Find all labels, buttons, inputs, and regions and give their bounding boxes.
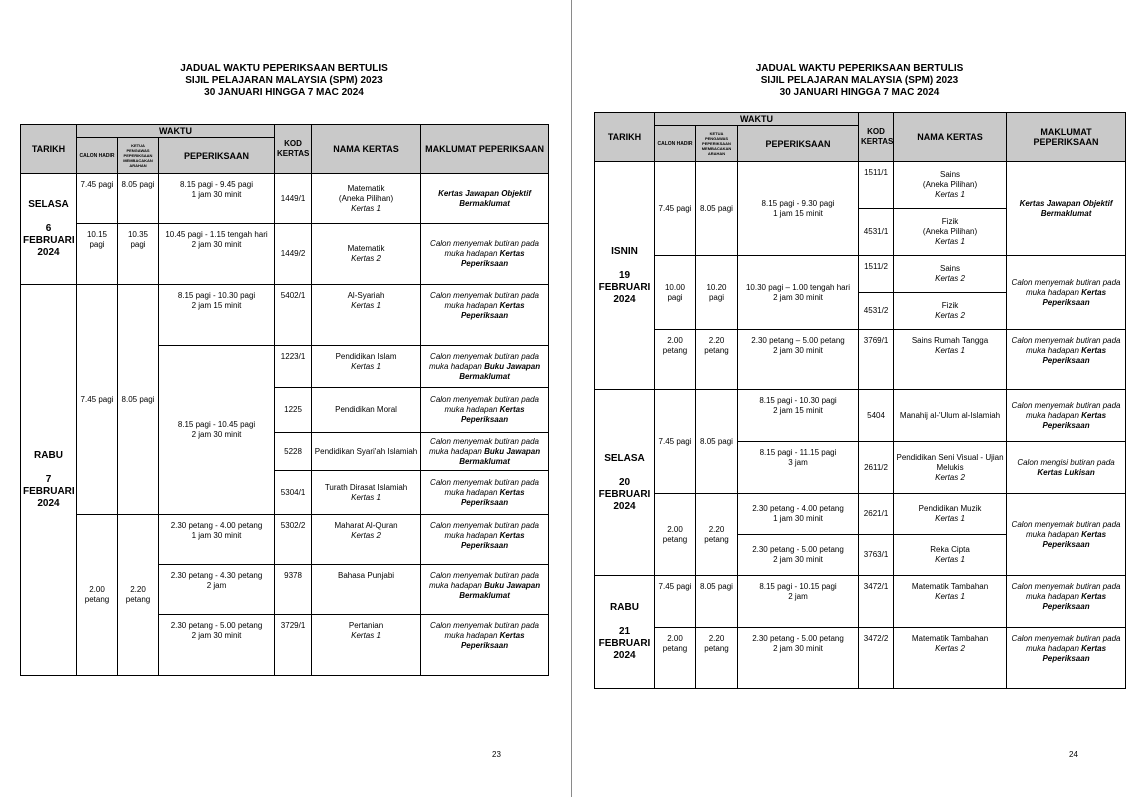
- kod-kertas: 9378: [275, 565, 312, 615]
- note-prefix: Calon menyemak butiran pada muka hadapan: [1011, 336, 1121, 355]
- date-cell: [595, 390, 655, 576]
- date-date: 7 FEBRUARI 2024: [23, 474, 75, 509]
- maklumat: [421, 346, 549, 388]
- title-line: 30 JANUARI HINGGA 7 MAC 2024: [779, 87, 940, 98]
- nama-kertas: [894, 442, 1007, 494]
- page-24: [572, 0, 1139, 797]
- paper-kertas: Kertas 2: [351, 254, 381, 263]
- note-bold: Kertas Peperiksaan: [1042, 592, 1107, 611]
- duration: 2 jam 30 minit: [191, 631, 242, 640]
- date-cell: [595, 576, 655, 689]
- maklumat: [421, 174, 549, 224]
- ketua-pengawas: 2.20 petang: [696, 628, 738, 689]
- title-line: SIJIL PELAJARAN MALAYSIA (SPM) 2023: [185, 75, 383, 86]
- maklumat: [1007, 330, 1126, 390]
- calon-hadir: 10.00 pagi: [655, 256, 696, 330]
- date-date: 21 FEBRUARI 2024: [598, 626, 651, 661]
- maklumat: [1007, 576, 1126, 628]
- duration: 2 jam 30 minit: [773, 292, 823, 302]
- exam-time: [738, 535, 859, 576]
- date-day: RABU: [610, 602, 639, 613]
- nama-kertas: [894, 162, 1007, 209]
- kod-kertas: 1225: [275, 388, 312, 433]
- note-line: Kertas Jawapan Objektif: [438, 188, 531, 198]
- maklumat: [421, 433, 549, 471]
- nama-kertas: [312, 346, 421, 388]
- ketua-pengawas: 8.05 pagi: [696, 390, 738, 494]
- nama-kertas: [894, 494, 1007, 535]
- ketua-pengawas: 8.05 pagi: [696, 162, 738, 256]
- duration: 2 jam 30 minit: [773, 555, 823, 564]
- note-bold: Kertas Peperiksaan: [1042, 644, 1107, 663]
- exam-time: [738, 162, 859, 256]
- paper-kertas: Kertas 1: [935, 237, 965, 246]
- note-prefix: Calon menyemak butiran pada muka hadapan: [430, 521, 539, 540]
- calon-hadir: 10.15 pagi: [77, 224, 118, 285]
- header-calon-hadir: CALON HADIR: [77, 138, 118, 174]
- note-prefix: Calon menyemak butiran pada muka hadapan: [428, 571, 539, 590]
- time-range: 8.15 pagi - 9.30 pagi: [761, 198, 835, 208]
- nama-kertas: [312, 285, 421, 346]
- header-maklumat: MAKLUMAT PEPERIKSAAN: [421, 125, 549, 174]
- maklumat: [421, 471, 549, 515]
- note-prefix: Calon menyemak butiran pada muka hadapan: [1011, 519, 1121, 539]
- note-bold: Kertas Peperiksaan: [460, 301, 525, 320]
- paper-sub: (Aneka Pilihan): [338, 193, 394, 203]
- title-line: JADUAL WAKTU PEPERIKSAAN BERTULIS: [180, 63, 388, 74]
- nama-kertas: [894, 293, 1007, 330]
- maklumat: [421, 565, 549, 615]
- paper-kertas: Kertas 2: [351, 531, 381, 540]
- note-bold: Kertas Peperiksaan: [1042, 410, 1107, 430]
- duration: 2 jam 30 minit: [773, 644, 823, 653]
- paper-sub: (Aneka Pilihan): [922, 180, 978, 189]
- kod-kertas: 1449/1: [275, 174, 312, 224]
- paper-kertas: Kertas 2: [935, 274, 965, 283]
- paper-name: Sains: [940, 170, 961, 179]
- date-day: SELASA: [28, 199, 69, 210]
- header-waktu: WAKTU: [77, 125, 275, 138]
- note-prefix: Calon menyemak butiran pada muka hadapan: [430, 621, 539, 640]
- maklumat: [421, 615, 549, 676]
- calon-hadir: 7.45 pagi: [77, 174, 118, 224]
- note-prefix: Calon menyemak butiran pada muka hadapan: [430, 395, 539, 414]
- note-bold: Buku Jawapan Bermaklumat: [459, 581, 541, 600]
- paper-kertas: Kertas 1: [351, 301, 381, 310]
- exam-time: [159, 224, 275, 285]
- time-range: 8.15 pagi - 10.30 pagi: [759, 396, 837, 405]
- exam-timetable: [20, 124, 549, 676]
- note-prefix: Calon menyemak butiran pada muka hadapan: [428, 351, 539, 371]
- nama-kertas: [312, 471, 421, 515]
- time-range: 2.30 petang - 4.30 petang: [170, 571, 263, 580]
- paper-kertas: Kertas 1: [351, 203, 381, 213]
- header-kod-kertas: KOD KERTAS: [275, 125, 312, 174]
- paper-name: Matematik Tambahan: [911, 582, 989, 591]
- calon-hadir: 2.00 petang: [655, 494, 696, 576]
- header-waktu: WAKTU: [655, 113, 859, 126]
- ketua-pengawas: 2.20 petang: [696, 494, 738, 576]
- title-line: JADUAL WAKTU PEPERIKSAAN BERTULIS: [755, 63, 964, 74]
- ketua-pengawas: 10.20 pagi: [696, 256, 738, 330]
- note-prefix: Calon menyemak butiran pada muka hadapan: [430, 477, 539, 497]
- paper-kertas: Kertas 2: [935, 472, 965, 482]
- header-nama-kertas: NAMA KERTAS: [312, 125, 421, 174]
- maklumat: [1007, 162, 1126, 256]
- maklumat: [1007, 494, 1126, 576]
- date-date: 20 FEBRUARI 2024: [598, 476, 651, 512]
- maklumat: [421, 515, 549, 565]
- header-peperiksaan: PEPERIKSAAN: [738, 126, 859, 162]
- ketua-pengawas: 8.05 pagi: [696, 576, 738, 628]
- nama-kertas: Pendidikan Syari'ah Islamiah: [312, 433, 421, 471]
- time-range: 8.15 pagi - 10.45 pagi: [177, 420, 256, 429]
- paper-name: Pendidikan Muzik: [918, 504, 982, 513]
- paper-kertas: Kertas 1: [351, 631, 381, 640]
- nama-kertas: [894, 209, 1007, 256]
- kod-kertas: 4531/1: [859, 209, 894, 256]
- duration: 2 jam 30 minit: [191, 430, 242, 439]
- calon-hadir: 7.45 pagi: [655, 162, 696, 256]
- nama-kertas: [312, 224, 421, 285]
- date-cell: [21, 285, 77, 676]
- paper-name: Sains Rumah Tangga: [911, 336, 989, 345]
- note-prefix: Calon menyemak butiran pada muka hadapan: [1011, 582, 1121, 601]
- header-nama-kertas: NAMA KERTAS: [894, 113, 1007, 162]
- note-prefix: Calon menyemak butiran pada muka hadapan: [428, 436, 539, 456]
- duration: 1 jam 30 minit: [773, 514, 823, 523]
- exam-time: [159, 285, 275, 346]
- calon-hadir: 2.00 petang: [77, 515, 118, 676]
- nama-kertas: [312, 515, 421, 565]
- note-prefix: Calon menyemak butiran pada muka hadapan: [1011, 634, 1121, 653]
- note-prefix: Calon menyemak butiran pada muka hadapan: [1011, 400, 1121, 420]
- nama-kertas: [894, 330, 1007, 390]
- kod-kertas: 1223/1: [275, 346, 312, 388]
- header-calon-hadir: CALON HADIR: [655, 126, 696, 162]
- paper-name: Matematik Tambahan: [911, 634, 989, 643]
- exam-time: [159, 346, 275, 515]
- date-cell: [595, 162, 655, 390]
- calon-hadir: 2.00 petang: [655, 628, 696, 689]
- header-tarikh: TARIKH: [595, 113, 655, 162]
- maklumat: [1007, 628, 1126, 689]
- nama-kertas: Pendidikan Moral: [312, 388, 421, 433]
- date-day: SELASA: [604, 452, 645, 464]
- ketua-pengawas: 2.20 petang: [696, 330, 738, 390]
- paper-name: Matematik: [347, 183, 385, 193]
- duration: 1 jam 30 minit: [191, 531, 242, 540]
- note-bold: Kertas Lukisan: [1037, 467, 1095, 477]
- page-number: 24: [1069, 750, 1078, 759]
- duration: 2 jam: [788, 592, 808, 601]
- nama-kertas: [894, 256, 1007, 293]
- header-kod-kertas: KOD KERTAS: [859, 113, 894, 162]
- date-date: 6 FEBRUARI 2024: [23, 223, 75, 258]
- note-line: Bermaklumat: [1040, 208, 1092, 218]
- time-range: 10.45 pagi - 1.15 tengah hari: [165, 230, 268, 239]
- kod-kertas: 4531/2: [859, 293, 894, 330]
- kod-kertas: 5404: [859, 390, 894, 442]
- maklumat: [421, 224, 549, 285]
- maklumat: [1007, 256, 1126, 330]
- kod-kertas: 3763/1: [859, 535, 894, 576]
- paper-name: Pendidikan Islam: [335, 352, 397, 361]
- header-tarikh: TARIKH: [21, 125, 77, 174]
- kod-kertas: 5302/2: [275, 515, 312, 565]
- header-peperiksaan: PEPERIKSAAN: [159, 138, 275, 174]
- duration: 2 jam 30 minit: [191, 240, 242, 249]
- time-range: 2.30 petang - 4.00 petang: [170, 521, 263, 530]
- kod-kertas: 2611/2: [859, 442, 894, 494]
- note-prefix: Calon mengisi butiran pada: [1017, 457, 1115, 467]
- date-day: RABU: [34, 450, 63, 461]
- paper-name: Pertanian: [348, 621, 384, 630]
- paper-kertas: Kertas 1: [935, 592, 965, 601]
- duration: 3 jam: [788, 458, 808, 467]
- nama-kertas: Bahasa Punjabi: [312, 565, 421, 615]
- header-ketua-pengawas: KETUA PENGAWAS PEPERIKSAAN MEMBACAKAN ARAHAN: [696, 126, 738, 162]
- page-title: [20, 63, 548, 99]
- note-bold: Kertas Peperiksaan: [460, 631, 525, 650]
- exam-time: [738, 442, 859, 494]
- kod-kertas: 5228: [275, 433, 312, 471]
- exam-time: [738, 390, 859, 442]
- duration: 1 jam 30 minit: [191, 190, 242, 199]
- time-range: 8.15 pagi - 11.15 pagi: [759, 448, 837, 457]
- exam-time: [738, 256, 859, 330]
- maklumat: [421, 388, 549, 433]
- date-day: ISNIN: [611, 245, 638, 257]
- exam-time: [738, 494, 859, 535]
- ketua-pengawas: 8.05 pagi: [118, 285, 159, 515]
- exam-time: [738, 628, 859, 689]
- page-number: 23: [492, 750, 501, 759]
- time-range: 2.30 petang - 5.00 petang: [170, 621, 263, 630]
- title-line: 30 JANUARI HINGGA 7 MAC 2024: [204, 87, 364, 98]
- kod-kertas: 5304/1: [275, 471, 312, 515]
- paper-name: Pendidikan Seni Visual - Ujian Melukis: [896, 452, 1004, 472]
- nama-kertas: [312, 615, 421, 676]
- date-cell: [21, 174, 77, 285]
- note-bold: Kertas Peperiksaan: [1042, 529, 1107, 549]
- nama-kertas: [894, 535, 1007, 576]
- paper-name: Al-Syariah: [347, 291, 385, 300]
- maklumat: [421, 285, 549, 346]
- paper-kertas: Kertas 2: [935, 311, 965, 320]
- exam-time: [159, 615, 275, 676]
- paper-name: Reka Cipta: [930, 545, 970, 554]
- paper-name: Sains: [940, 264, 961, 273]
- kod-kertas: 1449/2: [275, 224, 312, 285]
- note-bold: Kertas Peperiksaan: [460, 405, 525, 424]
- paper-kertas: Kertas 1: [935, 555, 965, 564]
- note-bold: Kertas Peperiksaan: [460, 249, 525, 268]
- kod-kertas: 5402/1: [275, 285, 312, 346]
- duration: 2 jam 15 minit: [191, 301, 242, 310]
- kod-kertas: 3472/1: [859, 576, 894, 628]
- kod-kertas: 3769/1: [859, 330, 894, 390]
- paper-kertas: Kertas 1: [935, 190, 965, 199]
- time-range: 8.15 pagi - 9.45 pagi: [180, 180, 253, 189]
- paper-kertas: Kertas 1: [351, 362, 381, 371]
- note-bold: Kertas Peperiksaan: [460, 487, 525, 507]
- duration: 1 jam 15 minit: [773, 208, 823, 218]
- title-line: SIJIL PELAJARAN MALAYSIA (SPM) 2023: [760, 75, 959, 86]
- kod-kertas: 3729/1: [275, 615, 312, 676]
- calon-hadir: 7.45 pagi: [655, 576, 696, 628]
- paper-name: Fizik: [941, 301, 959, 310]
- time-range: 2.30 petang - 4.00 petang: [752, 504, 844, 513]
- time-range: 8.15 pagi - 10.15 pagi: [759, 582, 837, 591]
- calon-hadir: 7.45 pagi: [77, 285, 118, 515]
- paper-name: Maharat Al-Quran: [334, 521, 398, 530]
- exam-time: [159, 515, 275, 565]
- maklumat: [1007, 442, 1126, 494]
- duration: 2 jam: [206, 581, 227, 590]
- paper-name: Matematik: [347, 244, 385, 253]
- note-bold: Kertas Peperiksaan: [460, 531, 525, 550]
- duration: 2 jam 30 minit: [773, 346, 823, 355]
- exam-time: [159, 565, 275, 615]
- calon-hadir: 2.00 petang: [655, 330, 696, 390]
- nama-kertas: Manahij al-'Ulum al-Islamiah: [894, 390, 1007, 442]
- exam-time: [738, 576, 859, 628]
- kod-kertas: 2621/1: [859, 494, 894, 535]
- paper-kertas: Kertas 1: [351, 492, 381, 502]
- exam-timetable: [594, 112, 1126, 689]
- calon-hadir: 7.45 pagi: [655, 390, 696, 494]
- time-range: 10.30 pagi – 1.00 tengah hari: [745, 282, 851, 292]
- note-bold: Buku Jawapan Bermaklumat: [459, 446, 541, 466]
- nama-kertas: [894, 576, 1007, 628]
- page-title: [594, 63, 1125, 99]
- note-bold: Kertas Peperiksaan: [1042, 287, 1107, 307]
- date-date: 19 FEBRUARI 2024: [598, 269, 651, 305]
- paper-name: Turath Dirasat Islamiah: [324, 482, 408, 492]
- ketua-pengawas: 8.05 pagi: [118, 174, 159, 224]
- kod-kertas: 3472/2: [859, 628, 894, 689]
- paper-name: Fizik: [941, 217, 959, 226]
- kod-kertas: 1511/2: [859, 256, 894, 293]
- paper-sub: (Aneka Pilihan): [922, 227, 978, 236]
- note-line: Bermaklumat: [459, 198, 510, 208]
- time-range: 2.30 petang – 5.00 petang: [751, 336, 845, 345]
- time-range: 2.30 petang - 5.00 petang: [752, 634, 844, 643]
- note-line: Kertas Jawapan Objektif: [1019, 198, 1113, 208]
- paper-kertas: Kertas 2: [935, 644, 965, 653]
- nama-kertas: [894, 628, 1007, 689]
- note-prefix: Calon menyemak butiran pada muka hadapan: [430, 239, 539, 258]
- nama-kertas: [312, 174, 421, 224]
- maklumat: [1007, 390, 1126, 442]
- duration: 2 jam 15 minit: [773, 406, 823, 415]
- note-bold: Kertas Peperiksaan: [1042, 346, 1107, 365]
- header-ketua-pengawas: KETUA PENGAWAS PEPERIKSAAN MEMBACAKAN ARAHAN: [118, 138, 159, 174]
- kod-kertas: 1511/1: [859, 162, 894, 209]
- ketua-pengawas: 2.20 petang: [118, 515, 159, 676]
- paper-kertas: Kertas 1: [935, 346, 965, 355]
- note-prefix: Calon menyemak butiran pada muka hadapan: [430, 291, 539, 310]
- header-maklumat: MAKLUMAT PEPERIKSAAN: [1007, 113, 1126, 162]
- ketua-pengawas: 10.35 pagi: [118, 224, 159, 285]
- note-prefix: Calon menyemak butiran pada muka hadapan: [1011, 277, 1121, 297]
- note-bold: Buku Jawapan Bermaklumat: [459, 361, 541, 381]
- paper-kertas: Kertas 1: [935, 514, 965, 523]
- exam-time: [159, 174, 275, 224]
- time-range: 2.30 petang - 5.00 petang: [752, 545, 844, 554]
- time-range: 8.15 pagi - 10.30 pagi: [177, 291, 256, 300]
- exam-time: [738, 330, 859, 390]
